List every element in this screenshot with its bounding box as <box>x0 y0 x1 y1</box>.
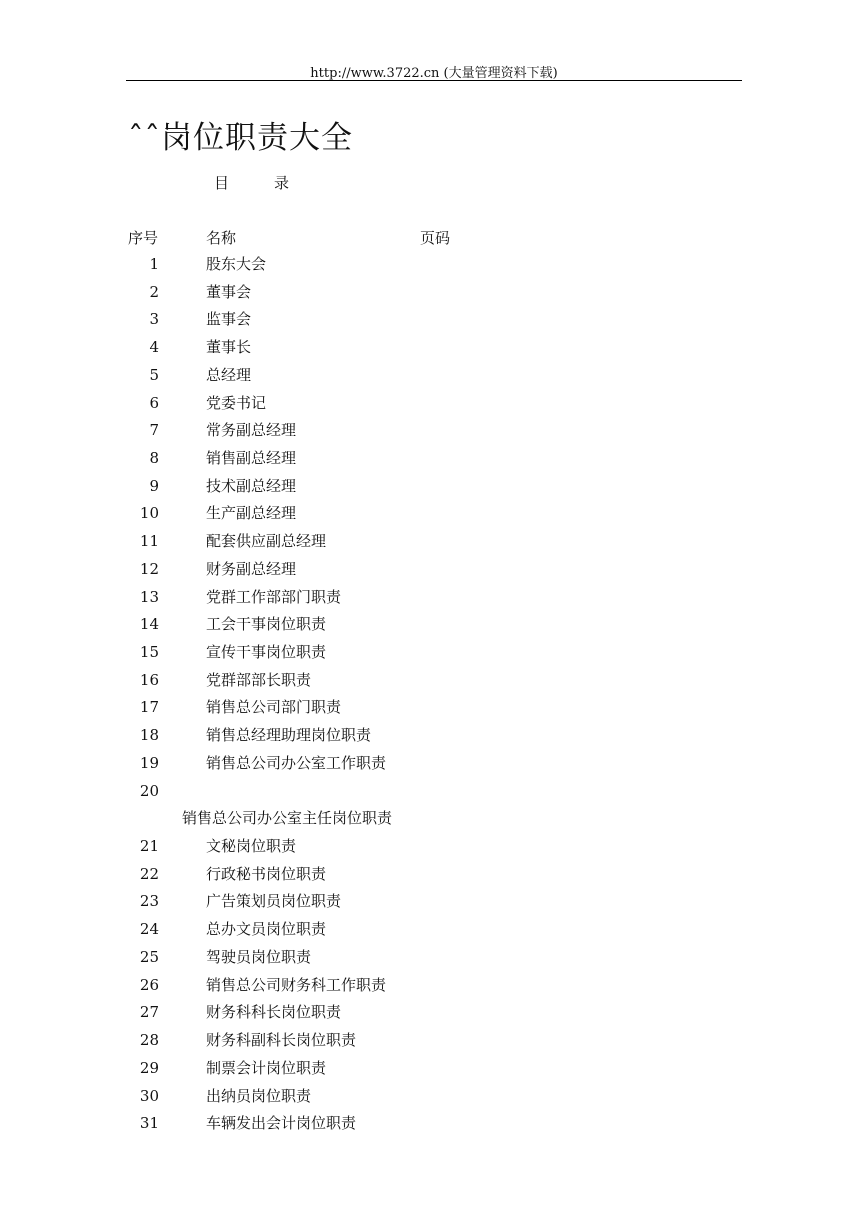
row-name: 销售副总经理 <box>206 449 297 467</box>
row-number: 5 <box>149 366 159 384</box>
row-name: 党委书记 <box>206 394 267 412</box>
row-name: 出纳员岗位职责 <box>206 1087 312 1105</box>
row-name: 行政秘书岗位职责 <box>206 865 327 883</box>
row-number: 13 <box>139 588 159 606</box>
row-name: 宣传干事岗位职责 <box>206 643 327 661</box>
row-name: 制票会计岗位职责 <box>206 1059 327 1077</box>
row-name: 常务副总经理 <box>206 421 297 439</box>
toc-row <box>126 835 626 857</box>
row-number: 11 <box>139 532 159 550</box>
toc-row <box>126 336 626 358</box>
row-name: 监事会 <box>206 310 252 328</box>
row-number: 14 <box>139 615 159 633</box>
row-number: 21 <box>139 837 159 855</box>
row-name: 技术副总经理 <box>206 477 297 495</box>
page-header: http://www.3722.cn (大量管理资料下载) <box>310 66 558 81</box>
row-number: 20 <box>139 782 159 800</box>
toc-row <box>126 724 626 746</box>
row-name: 文秘岗位职责 <box>206 837 297 855</box>
row-number: 12 <box>139 560 159 578</box>
toc-row <box>126 863 626 885</box>
row-name: 财务副总经理 <box>206 560 297 578</box>
row-name: 董事长 <box>206 338 252 356</box>
toc-row <box>126 364 626 386</box>
row-name: 销售总经理助理岗位职责 <box>206 726 372 744</box>
toc-row <box>126 641 626 663</box>
column-header-number: 序号 <box>128 229 159 247</box>
toc-row <box>126 780 626 802</box>
toc-row <box>126 1029 626 1051</box>
row-name: 广告策划员岗位职责 <box>206 892 342 910</box>
row-number: 10 <box>139 504 159 522</box>
row-number: 7 <box>149 421 159 439</box>
row-number: 3 <box>149 310 159 328</box>
row-number: 31 <box>139 1114 159 1132</box>
row-number: 22 <box>139 865 159 883</box>
row-name: 总办文员岗位职责 <box>206 920 327 938</box>
row-number: 19 <box>139 754 159 772</box>
toc-row <box>126 447 626 469</box>
toc-row <box>126 558 626 580</box>
row-number: 15 <box>139 643 159 661</box>
toc-row <box>126 1085 626 1107</box>
toc-heading <box>214 172 289 193</box>
toc-row <box>126 392 626 414</box>
toc-row <box>126 1001 626 1023</box>
document-title: ˆˆ岗位职责大全 <box>128 120 353 156</box>
row-number: 26 <box>139 976 159 994</box>
toc-row <box>126 586 626 608</box>
row-name: 党群部部长职责 <box>206 671 312 689</box>
toc-row <box>126 281 626 303</box>
toc-row <box>126 530 626 552</box>
toc-row <box>126 419 626 441</box>
row-name: 销售总公司财务科工作职责 <box>206 976 387 994</box>
row-number: 18 <box>139 726 159 744</box>
toc-heading-right: 录 <box>274 174 290 192</box>
row-number: 16 <box>139 671 159 689</box>
row-number: 28 <box>139 1031 159 1049</box>
toc-row <box>126 502 626 524</box>
column-header-name: 名称 <box>206 229 237 247</box>
toc-row <box>126 890 626 912</box>
toc-row <box>126 613 626 635</box>
toc-row <box>126 696 626 718</box>
toc-row <box>126 669 626 691</box>
row-number: 23 <box>139 892 159 910</box>
row-number: 30 <box>139 1087 159 1105</box>
row-number: 27 <box>139 1003 159 1021</box>
row-name: 销售总公司部门职责 <box>206 698 342 716</box>
column-header-page: 页码 <box>420 229 451 247</box>
row-number: 24 <box>139 920 159 938</box>
toc-row-wrapped-name: 销售总公司办公室主任岗位职责 <box>182 809 393 827</box>
toc-heading-left: 目 <box>214 174 230 192</box>
toc-row <box>126 946 626 968</box>
row-number: 25 <box>139 948 159 966</box>
toc-row <box>126 475 626 497</box>
row-name: 董事会 <box>206 283 252 301</box>
row-name: 配套供应副总经理 <box>206 532 327 550</box>
row-name: 车辆发出会计岗位职责 <box>206 1114 357 1132</box>
toc-row <box>126 918 626 940</box>
row-number: 2 <box>149 283 159 301</box>
row-name: 生产副总经理 <box>206 504 297 522</box>
row-number: 6 <box>149 394 159 412</box>
toc-row <box>126 308 626 330</box>
toc-row <box>126 752 626 774</box>
row-number: 29 <box>139 1059 159 1077</box>
row-number: 8 <box>149 449 159 467</box>
row-number: 4 <box>149 338 159 356</box>
row-number: 9 <box>149 477 159 495</box>
row-name: 股东大会 <box>206 255 267 273</box>
row-name: 驾驶员岗位职责 <box>206 948 312 966</box>
row-name: 财务科科长岗位职责 <box>206 1003 342 1021</box>
row-name: 工会干事岗位职责 <box>206 615 327 633</box>
toc-row <box>126 253 626 275</box>
toc-row <box>126 1112 626 1134</box>
row-name: 党群工作部部门职责 <box>206 588 342 606</box>
row-number: 1 <box>149 255 159 273</box>
toc-row <box>126 974 626 996</box>
row-name: 财务科副科长岗位职责 <box>206 1031 357 1049</box>
header-rule <box>126 80 742 81</box>
row-number: 17 <box>139 698 159 716</box>
toc-row <box>126 1057 626 1079</box>
row-name: 总经理 <box>206 366 252 384</box>
row-name: 销售总公司办公室工作职责 <box>206 754 387 772</box>
